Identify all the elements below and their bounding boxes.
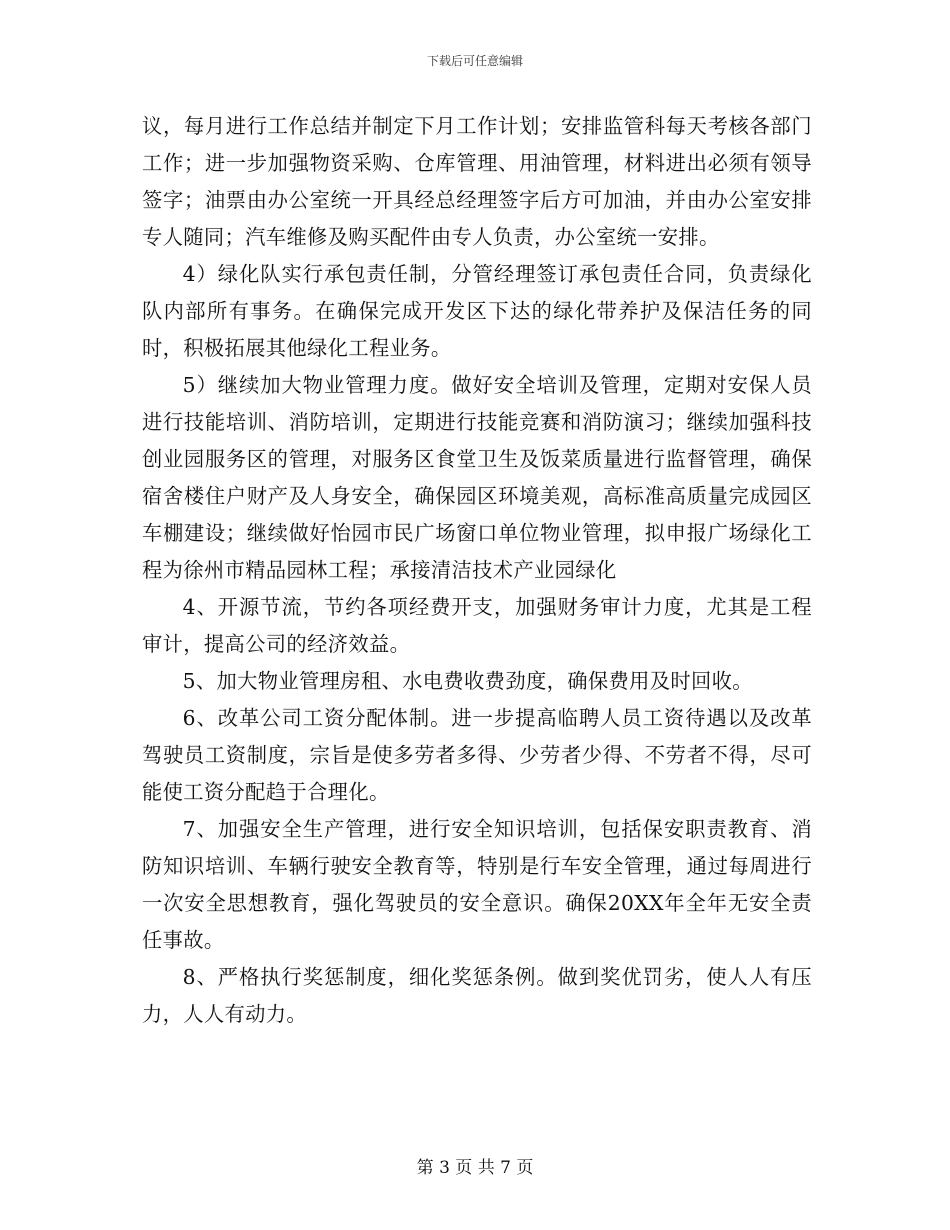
page-header <box>0 52 950 69</box>
page-number: 第 3 页 共 7 页 <box>416 1158 534 1178</box>
header-text: 下载后可任意编辑 <box>426 54 523 68</box>
paragraph-point-8: 8、严格执行奖惩制度，细化奖惩条例。做到奖优罚劣，使人人有压力，人人有动力。 <box>142 965 812 1026</box>
paragraph-item-4-greening: 4）绿化队实行承包责任制，分管经理签订承包责任合同，负责绿化队内部所有事务。在确保完成开发区下达的绿化带养护及保洁任务的同时，积极拓展其他绿化工程业务。 <box>142 262 812 360</box>
paragraph-point-5: 5、加大物业管理房租、水电费收费劲度，确保费用及时回收。 <box>182 669 753 693</box>
paragraph-point-7: 7、加强安全生产管理，进行安全知识培训，包括保安职责教育、消防知识培训、车辆行驶安全教育等，特别是行车安全管理，通过每周进行一次安全思想教育，强化驾驶员的安全意识。确保20XX年全年无安全责任事故。 <box>142 817 812 952</box>
paragraph-item-5-property: 5）继续加大物业管理力度。做好安全培训及管理，定期对安保人员进行技能培训、消防培训，定期进行技能竞赛和消防演习；继续加强科技创业园服务区的管理，对服务区食堂卫生及饭菜质量进行监督管理，确保宿舍楼住户财产及人身安全，确保园区环境美观，高标准高质量完成园区车棚建设；继续做好怡园市民广场窗口单位物业管理，拟申报广场绿化工程为徐州市精品园林工程；承接清洁技术产业园绿化 <box>142 373 812 582</box>
paragraph-point-4: 4、开源节流，节约各项经费开支，加强财务审计力度，尤其是工程审计，提高公司的经济效益。 <box>142 595 812 656</box>
paragraph-point-6: 6、改革公司工资分配体制。进一步提高临聘人员工资待遇以及改革驾驶员工资制度，宗旨是使多劳者多得、少劳者少得、不劳者不得，尽可能使工资分配趋于合理化。 <box>142 706 812 804</box>
paragraph-continuation: 议，每月进行工作总结并制定下月工作计划；安排监管科每天考核各部门工作；进一步加强物资采购、仓库管理、用油管理，材料进出必须有领导签字；油票由办公室统一开具经总经理签字后方可加油，并由办公室安排专人随同；汽车维修及购买配件由专人负责，办公室统一安排。 <box>142 114 812 249</box>
document-body <box>142 108 812 1033</box>
page-footer <box>0 1153 950 1178</box>
